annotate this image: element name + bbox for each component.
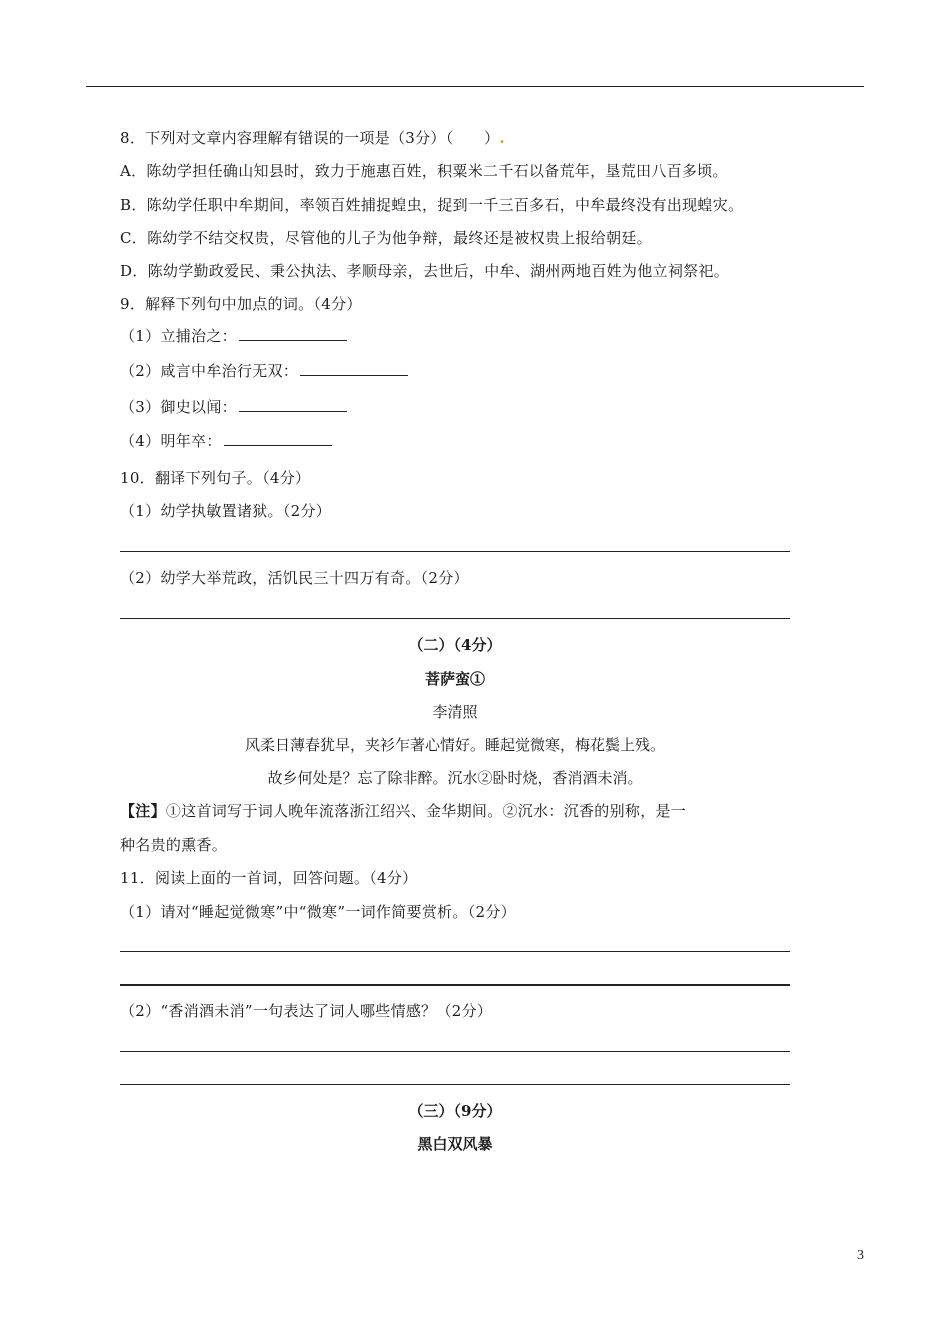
q11-stem: 11．阅读上面的一首词，回答问题。（4分） [120, 869, 418, 887]
q9-item-1-blank[interactable] [239, 326, 347, 341]
q8-option-c: C．陈幼学不结交权贵，尽管他的儿子为他争辩，最终还是被权贵上报给朝廷。 [120, 229, 652, 247]
q9-item-1-label: （1）立捕治之： [120, 327, 237, 345]
q9-item-3-blank[interactable] [239, 397, 347, 412]
section2-heading: （二）（4分） [408, 636, 502, 654]
q9-item-3-label: （3）御史以闻： [120, 398, 237, 416]
poem-author: 李清照 [432, 703, 478, 721]
q11-item-1: （1）请对“睡起觉微寒”中“微寒”一词作简要赏析。（2分） [120, 903, 516, 921]
poem-title: 菩萨蛮① [424, 670, 485, 688]
header-rule [86, 86, 864, 87]
poem-note-label: 【注】 [120, 802, 166, 820]
poem-line-2: 故乡何处是？忘了除非醉。沉水②卧时烧，香消酒未消。 [267, 769, 643, 787]
q11-item-2: （2）“香消酒未消”一句表达了词人哪些情感？（2分） [120, 1002, 493, 1020]
poem-note-text: ①这首词写于词人晚年流落浙江绍兴、金华期间。②沉水：沉香的别称，是一 [165, 802, 687, 820]
q10-answer-line-1[interactable] [120, 551, 790, 552]
q8-stem-text: 8．下列对文章内容理解有错误的一项是（3分）（ ） [120, 129, 500, 147]
section3-title: 黑白双风暴 [417, 1135, 493, 1153]
q8-mark: . [499, 129, 505, 147]
q8-stem [120, 128, 505, 148]
q9-item-4-label: （4）明年卒： [120, 432, 222, 450]
q9-item-4-blank[interactable] [224, 431, 332, 446]
page-number: 3 [857, 1248, 864, 1263]
q11-answer-line-3[interactable] [120, 1051, 790, 1052]
q9-item-2 [120, 361, 408, 381]
q11-answer-line-4[interactable] [120, 1084, 790, 1085]
poem-note-line-1 [120, 801, 686, 821]
q8-option-a: A．陈幼学担任确山知县时，致力于施惠百姓，积粟米二千石以备荒年，垦荒田八百多顷。 [120, 162, 728, 180]
q10-item-2: （2）幼学大举荒政，活饥民三十四万有奇。（2分） [120, 569, 469, 587]
poem-line-1: 风柔日薄春犹早，夹衫乍著心情好。睡起觉微寒，梅花鬓上残。 [244, 736, 665, 754]
q9-item-2-blank[interactable] [300, 361, 408, 376]
q11-answer-line-1[interactable] [120, 951, 790, 952]
q10-answer-line-2[interactable] [120, 618, 790, 619]
q9-item-3 [120, 397, 347, 417]
q9-item-4 [120, 431, 332, 451]
q8-option-d: D．陈幼学勤政爱民、秉公执法、孝顺母亲，去世后，中牟、湖州两地百姓为他立祠祭祀。 [120, 262, 730, 280]
q8-option-b: B．陈幼学任职中牟期间，率领百姓捕捉蝗虫，捉到一千三百多石，中牟最终没有出现蝗灾。 [120, 196, 744, 214]
poem-note-line-2: 种名贵的熏香。 [120, 836, 228, 854]
q9-item-1 [120, 326, 347, 346]
q9-stem: 9．解释下列句中加点的词。（4分） [120, 295, 362, 313]
q10-item-1: （1）幼学执敏置诸狱。（2分） [120, 502, 332, 520]
q11-answer-line-2[interactable] [120, 984, 790, 986]
section3-heading: （三）（9分） [408, 1102, 502, 1120]
q10-stem: 10．翻译下列句子。（4分） [120, 469, 311, 487]
q9-item-2-label: （2）咸言中牟治行无双： [120, 362, 299, 380]
